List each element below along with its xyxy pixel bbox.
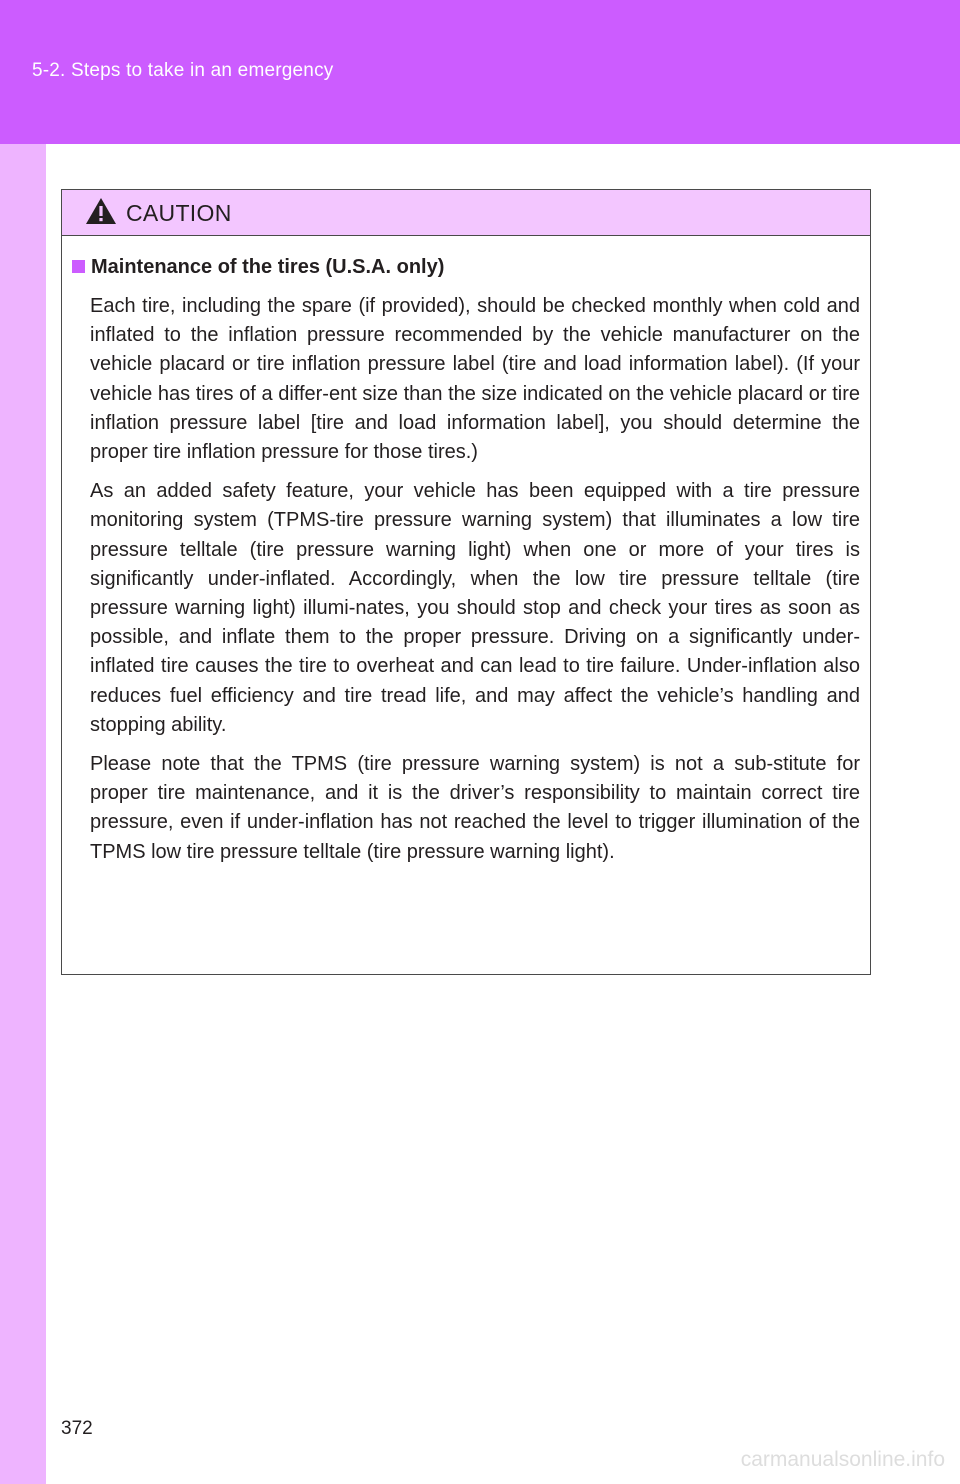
- page-margin-strip: [0, 0, 46, 1484]
- caution-box: [61, 189, 871, 975]
- caution-body: [90, 253, 860, 867]
- warning-triangle-icon: [84, 196, 118, 226]
- caution-label: CAUTION: [126, 200, 232, 226]
- watermark: carmanualsonline.info: [740, 1448, 945, 1471]
- caution-header: [62, 190, 870, 236]
- subheading-text: Maintenance of the tires (U.S.A. only): [91, 256, 445, 278]
- paragraph-tpms-feature: As an added safety feature, your vehicle has been equipped with a tire pressure monitoring system (TPMS-tire pressure warning system) that illuminates a low tire pressure telltale (tire pressure warning light) when one or more of your tires is significantly under-inflated. Accordingly, when the low tire pressure telltale (tire pressure warning light) illumi-nates, you should stop and check your tires as soon as possible, and inflate them to the proper pressure. Driving on a significantly under-inflated tire causes the tire to overheat and can lead to tire failure. Under-inflation also reduces fuel efficiency and tire tread life, and may affect the vehicle’s handling and stopping ability.: [90, 480, 860, 736]
- section-title: 5-2. Steps to take in an emergency: [32, 60, 334, 81]
- square-bullet-icon: [72, 260, 85, 273]
- page-header: [0, 0, 960, 144]
- page-number: 372: [61, 1418, 93, 1439]
- paragraph-tpms-note: Please note that the TPMS (tire pressure warning system) is not a sub-stitute for proper tire maintenance, and it is the driver’s responsibility to maintain correct tire pressure, even if under-inflation has not reached the level to trigger illumination of the TPMS low tire pressure telltale (tire pressure warning light).: [90, 753, 860, 863]
- paragraph-tire-check: Each tire, including the spare (if provided), should be checked monthly when cold and inflated to the inflation pressure recommended by the vehicle manufacturer on the vehicle placard or tire inflation pressure label (tire and load information label). (If your vehicle has tires of a differ-ent size than the size indicated on the vehicle placard or tire inflation pressure label [tire and load information label], you should determine the proper tire inflation pressure for those tires.): [90, 295, 860, 464]
- subheading: [72, 253, 860, 282]
